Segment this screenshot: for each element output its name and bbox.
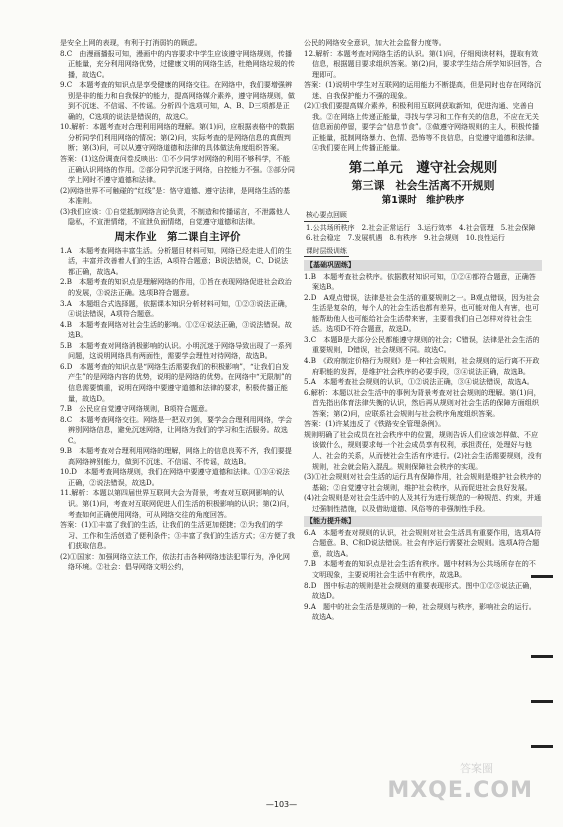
answer-paragraph: 7.B 公民应自觉遵守网络规则，B项符合题意。 [60,404,212,414]
unit-title: 第二单元 遵守社会规则 [348,160,498,177]
key-points-list [304,223,542,244]
right-column [304,38,542,623]
answer-paragraph: (4)社会规则是对社会生活中的人及其行为进行规范的一种规范、约束，并通过强制性措施，以及借助道德、风俗等的非强制性手段。 [304,493,542,513]
answer-paragraph: 规则明确了社会成员在社会秩序中的位置，规则告诉人们应该怎样做、不应该做什么，规则要求每一个社会成员享有权利，承担责任，处理好与他人、社会的关系，从而使社会生活有序进行。(2)社会生活需要规则，没有规则，社会就会陷入混乱。规则保障社会秩序的实现。 [304,429,542,471]
answer-paragraph: 5.A 本题考查社会规则的认识，①②说法正确，③④说法错误，故选A。 [304,377,534,387]
watermark: MXQE.COM [387,778,533,803]
left-answers-part1 [60,38,295,228]
answer-paragraph: 3.A 本题组合式选择题，依据课本知识分析材料可知，①②③说法正确，④说法错误，A项符合题意。 [60,298,292,319]
answer-paragraph: 6.解析：本题以社会生活中的事例为背景考查对社会规则的理解。第(1)问，首先指出体育法律失衡的认识，然后再从规则对社会生活的保障方面组织答案；第(2)问，应联系社会规则与社会秩序角度组织答案。 [304,387,541,418]
homework-tag: 课时层级训练 [304,246,349,258]
answer-paragraph: 9.B 本题考查对合理利用网络的理解，网络上的信息良莠不齐，我们要提高网络辨别能力，做到不沉迷、不信谣、不传谣，故选B。 [60,446,292,466]
right-answers-part2 [304,272,542,515]
basic-practice-header: 【基础巩固练】 [304,260,542,271]
answer-paragraph: 10.解析：本题考查对合理利用网络的理解。第(1)问，应根据表格中的数据分析同学们利用网络的情况；第(2)问，实际考查的是网络信息的真假判断；第(3)问，可以从遵守网络道德和法律的具体做法角度组织答案。 [60,122,295,153]
right-answers-part3 [304,528,542,623]
answer-paragraph: 1.公共场所秩序 2.社会正常运行 3.运行效率 4.社会管理 5.社会保障 6.社会稳定 7.发展机遇 8.有秩序 9.社会规则 10.良性运行 [306,223,543,243]
answer-paragraph: (2)①我们要提高媒介素养，积极利用互联网获取新知，促进沟通、完善自我。②在网络上传递正能量，寻找与学习和工作有关的信息，不应在无关信息面前停留，要学会“信息节食”。③做遵守网络规则的主人，积极传播正能量，抵制网络暴力、色情、恐怖等不良信息，自觉遵守道德和法律。④我们要在网上传播正能量。 [304,101,540,153]
answer-paragraph: 10.D 本题考查网络规则，我们在网络中要遵守道德和法律。①③④说法正确，②说法错误，故选D。 [60,467,290,487]
left-answers-part2 [60,246,295,573]
answer-paragraph: 8.D 图中标志的规则是社会规则的重要表现形式。图中①②③说法正确，故选D。 [304,580,537,601]
answer-paragraph: 11.解析：本题以第四届世界互联网大会为背景，考查对互联网影响的认识。第(1)问，考查对互联网促进人们生活的积极影响的认识；第(2)问，考查如何正确使用网络，可从网络交往的角度回答。 [60,488,294,519]
answer-paragraph: (2)网络世界不可触碰的“红线”是：恪守道德、遵守法律，是网络生活的基本准则。 [60,185,291,206]
answer-paragraph: 2.D A观点错误，法律是社会生活的重要规则之一。B观点错误，因为社会生活是复杂的，每个人的社会生活也都有差异，也可能对他人有害，也可能帮助他人也可能给社会生活带来害，主要看我们自己怎样对待社会生活。选项D不符合题意，故选D。 [304,292,540,334]
answer-paragraph: 答案：(1)许某违反了《铁路安全管理条例》。 [304,419,446,429]
answer-paragraph: 9.C 本题考查的知识点是享受健康的网络交往。在网络中，我们要增强辨别是非的能力和自我保护的能力，提高网络媒介素养，遵守网络规则，做到不沉迷、不信谣、不传谣。分析四个选项可知，A、B、D三项都是正确的，C选项的说法是错误的，故选C。 [60,80,295,121]
page-number: —103— [265,800,298,809]
answer-paragraph: 3.C 本题B是大部分公民都能遵守规则的社会；C错误，法律是社会生活的重要规则，D错误，社会规则不同。故选C。 [304,334,540,355]
answer-paragraph: 答案：(1)①丰富了我们的生活，让我们的生活更加便捷；②为我们的学习、工作和生活创造了便利条件；③丰富了我们的生活方式；④方便了我们获取信息。 [60,520,295,551]
answer-paragraph: 1.B 本题考查社会秩序。依据教材知识可知，①②④都符合题意，正确答案选B。 [304,271,536,292]
answer-paragraph: 8.C 本题考查网络交往。网络是一把双刃剑，要学会合理利用网络，学会辨别网络信息，避免沉迷网络，让网络为我们的学习和生活服务。故选C。 [60,414,293,445]
left-column [60,38,295,573]
answer-paragraph: (3)①社会规则对社会生活的运行具有保障作用，社会规则是维护社会秩序的基础；②自觉遵守社会规则，维护社会秩序，从而促进社会良好发展。 [304,472,542,492]
answer-paragraph: 5.B 本题考查对网络消极影响的认识。小明沉迷于网络导致出现了一系列问题，这说明网络具有两面性，需要学会理性对待网络，故选B。 [60,340,292,361]
answer-paragraph: 7.B 本题考查的知识点是社会生活有秩序。题中材料为公共场所存在的不文明现象，主要说明社会生活中有秩序，故选B。 [304,559,536,579]
edge-marker [531,655,553,658]
advanced-practice-header: 【能力提升练】 [304,516,542,527]
lesson-title: 第三课 社会生活离不开规则 [351,179,495,193]
answer-paragraph: 4.B 本题考查网络对社会生活的影响。①②④说法正确，③说法错误。故选B。 [60,319,292,340]
watermark-small: 答案圈 [460,762,493,775]
answer-paragraph: 12.解析：本题考查对网络生活的认识。第(1)问，仔细阅读材料，提取有效信息，根据题目要求组织答案。第(2)问，要求学生结合所学知识回答，合理即可。 [304,48,542,79]
period-title: 第1课时 维护秩序 [381,195,465,207]
answer-paragraph: 答案：(1)说明中学生对互联网的运用能力不断提高，但是同时也存在网络沉迷、自我保护能力不强的现象。 [304,80,542,100]
answer-paragraph: (3)我们应该：①自觉抵制网络言论负责，不制造和传播谣言，不泄露他人隐私，不宣泄情绪，不宣泄负面情绪，自觉遵守道德和法律。 [60,206,290,227]
answer-paragraph: 9.A 题中的社会生活是规则的一种，社会规则与秩序，影响社会的运行。故选A。 [304,601,536,622]
answer-paragraph: 公民的网络安全意识，加大社会监督力度等。 [304,38,446,47]
edge-marker [531,700,553,703]
answer-paragraph: 4.B 《政府制定价格行为规则》是一种社会规则，社会规则的运行离不开政府职能的发挥，是维护社会秩序的必要手段，③④说法正确，故选B。 [304,356,540,376]
right-answers-part1 [304,38,542,154]
answer-paragraph: 是安全上网的表现，有利于打消弱钓的顾虑。 [60,38,202,47]
answer-paragraph: 8.C 由漫画播报可知，漫画中的内容要求中学生应该遵守网络规则，传播正能量，充分利用网络优势，过健康文明的网络生活，杜绝网络垃圾的传播，故选C。 [60,48,295,79]
answer-paragraph: 2.B 本题考查的知识点是理解网络的作用，①旨在表现网络促进社会政治的发展，③说法正确。选项B符合题意。 [60,277,292,298]
edge-marker [531,745,553,748]
edge-marker [531,575,553,578]
answer-paragraph: 6.A 本题考查对规则的认识，社会规则对社会生活具有重要作用，选项A符合题意。B、C和D说法错误。社会有序运行需要社会规则。选项A符合题意，故选A。 [304,527,541,558]
key-points-tag: 核心要点回顾 [304,210,349,222]
answer-paragraph: 答案：(1)这份调查问卷反映出：①不少同学对网络的利用不够科学，不能正确认识网络的作用。②部分同学沉迷于网络，自控能力不强。③部分同学上网时不遵守道德和法律。 [60,154,295,185]
answer-paragraph: 6.D 本题考查的知识点是“网络生活需要我们的积极影响”，“让我们自发产生”的是网络内容的优势，说明的是网络的优势。在网络中“无限制”的信息需要慎重，说明在网络中要遵守道德和法律的要求，积极传播正能量，故选D。 [60,361,292,403]
weekly-assignment-title: 周末作业 第二课自主评价 [114,230,241,243]
answer-paragraph: (2)①国家：加强网络立法工作，依法打击各种网络违法犯罪行为，净化网络环境。②社会：倡导网络文明公约， [60,551,290,572]
answer-paragraph: 1.A 本题考查网络丰富生活。分析题目材料可知，网络已经走进人们的生活，丰富并改善着人们的生活，A项符合题意；B说法错误，C、D说法都正确，故选A。 [60,245,292,276]
